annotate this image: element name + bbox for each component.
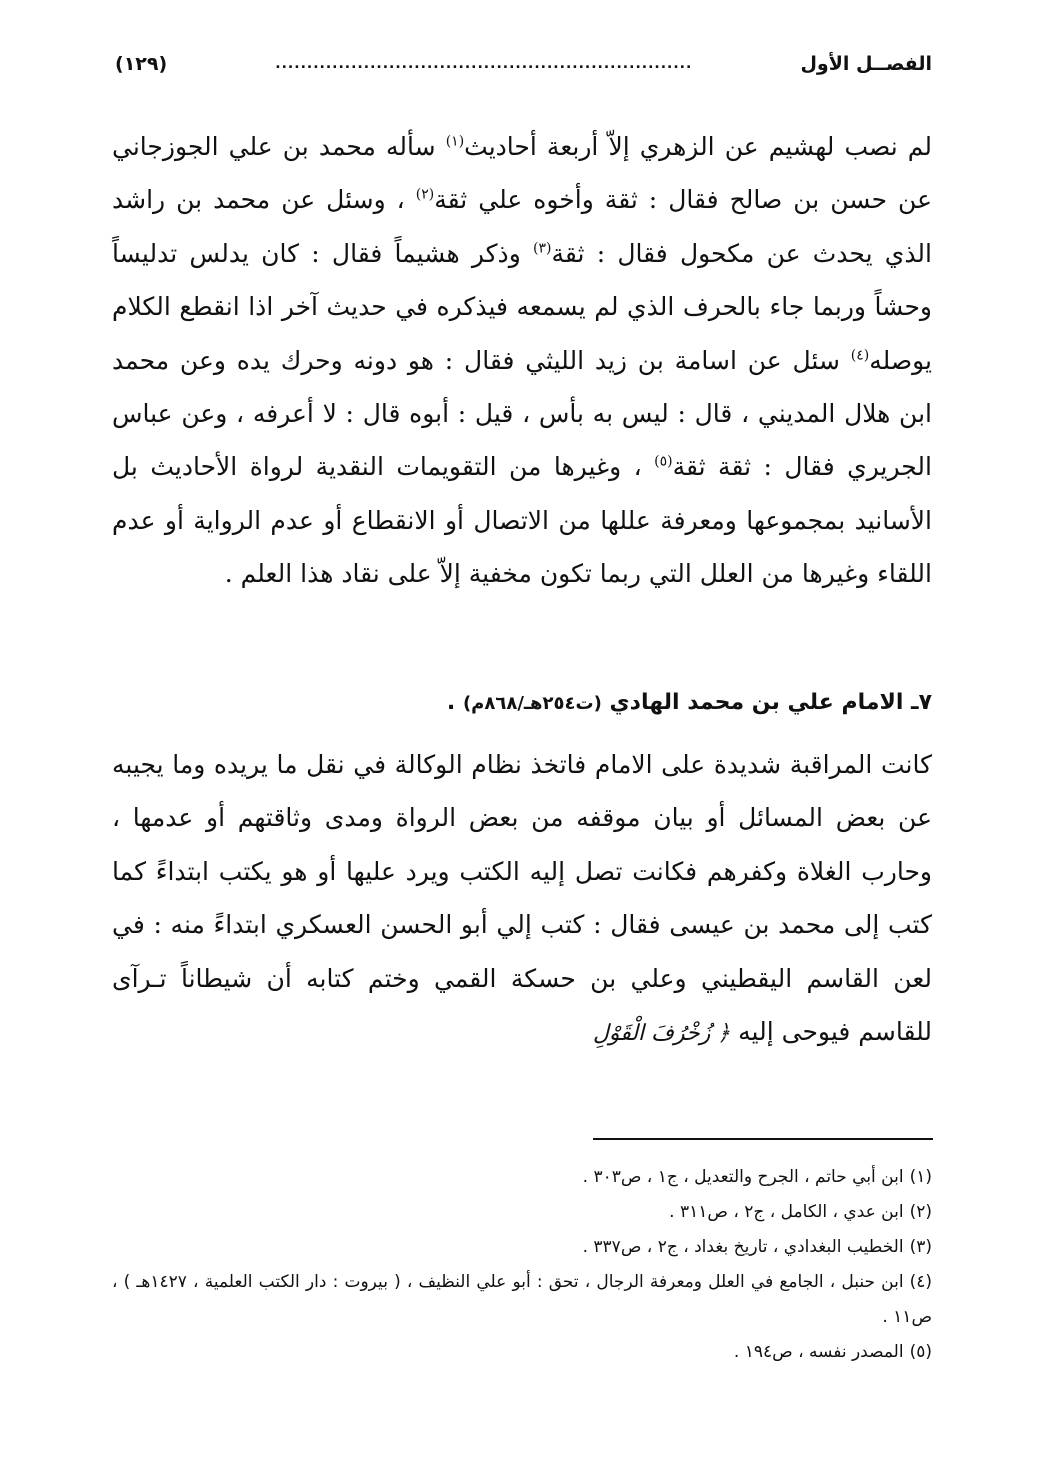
leader-dots: ..................................................................	[275, 56, 693, 72]
footnote-text: الخطيب البغدادي ، تاريخ بغداد ، ج٢ ، ص٣٣٧ .	[582, 1237, 904, 1257]
footnote-text: المصدر نفسه ، ص١٩٤ .	[733, 1342, 904, 1362]
footnotes	[112, 1160, 932, 1370]
body-paragraph-1	[112, 120, 932, 601]
body-paragraph-2	[112, 738, 932, 1060]
footnote-text: ابن عدي ، الكامل ، ج٢ ، ص٣١١ .	[669, 1202, 904, 1222]
footnote-2	[112, 1195, 932, 1230]
paragraph-text: وذكر هشيماً فقال : كان يدلس تدليساً وحشاً وربما جاء بالحرف الذي لم يسمعه فيذكره في حديث آخر اذا انقطع الكلام يوصله	[112, 238, 932, 375]
chapter-title: الفصــل الأول	[800, 53, 932, 75]
footnote-text: ابن أبي حاتم ، الجرح والتعديل ، ج١ ، ص٣٠٣ .	[582, 1167, 904, 1187]
footnote-4	[112, 1265, 932, 1335]
footnote-number: (٥)	[909, 1342, 932, 1362]
footnote-1	[112, 1160, 932, 1195]
footnote-ref-4[interactable]: (٤)	[850, 347, 870, 364]
footnote-number: (١)	[909, 1167, 932, 1187]
footnote-ref-3[interactable]: (٣)	[533, 240, 552, 257]
section-dates: (ت٢٥٤هـ/٨٦٨م)	[462, 693, 602, 714]
footnote-number: (٣)	[909, 1237, 932, 1257]
section-heading-end: .	[446, 690, 463, 715]
footnote-3	[112, 1230, 932, 1265]
running-header	[115, 44, 932, 84]
paragraph-text: ، وسئل عن محمد بن راشد الذي يحدث عن مكحول فقال : ثقة	[112, 185, 933, 268]
page-number: (١٢٩)	[115, 53, 168, 75]
section-title: ٧ـ الامام علي بن محمد الهادي	[609, 690, 932, 715]
footnote-number: (٤)	[909, 1272, 932, 1292]
paragraph-text: ، وغيرها من التقويمات النقدية لرواة الأحاديث بل الأسانيد بمجموعها ومعرفة عللها من الاتصال أو الانقطاع أو عدم الرواية أو عدم اللقاء وغيرها من العلل التي ربما تكون مخفية إلاّ على نقاد هذا العلم .	[112, 452, 932, 589]
footnote-5	[112, 1335, 932, 1370]
paragraph-text: كانت المراقبة شديدة على الامام فاتخذ نظام الوكالة في نقل ما يريده وما يجيبه عن بعض المسائل أو بيان موقفه من بعض الرواة ومدى وثاقتهم أو عدمها ، وحارب الغلاة وكفرهم فكانت تصل إليه الكتب ويرد عليها أو هو يكتب ابتداءً كما كتب إلى محمد بن عيسى فقال : كتب إلي أبو الحسن العسكري ابتداءً منه : في لعن القاسم اليقطيني وعلي بن حسكة القمي وختم كتابه أن شيطاناً تـرآى للقاسم فيوحى إليه	[112, 750, 932, 1047]
footnote-ref-5[interactable]: (٥)	[654, 454, 673, 471]
paragraph-text: سئل عن اسامة بن زيد الليثي فقال : هو دونه وحرك يده وعن محمد ابن هلال المديني ، قال : ليس به بأس ، قيل : أبوه قال : لا أعرفه ، وعن عباس الجريري فقال : ثقة ثقة	[112, 345, 932, 482]
footnote-separator	[593, 1138, 933, 1140]
footnote-text: ابن حنبل ، الجامع في العلل ومعرفة الرجال ، تحق : أبو علي النظيف ، ( بيروت : دار الكتب العلمية ، ١٤٢٧هـ ) ، ص١١ .	[112, 1272, 932, 1327]
quran-quote: ﴿ زُخْرُفَ الْقَوْلِ	[592, 1021, 731, 1047]
section-heading	[112, 683, 932, 724]
paragraph-text: لم نصب لهشيم عن الزهري إلاّ أربعة أحاديث	[464, 132, 932, 161]
footnote-ref-2[interactable]: (٢)	[415, 187, 435, 204]
footnote-number: (٢)	[909, 1202, 932, 1222]
paragraph-text: سأله محمد بن علي الجوزجاني عن حسن بن صالح فقال : ثقة وأخوه علي ثقة	[112, 132, 932, 215]
footnote-ref-1[interactable]: (١)	[445, 133, 465, 150]
